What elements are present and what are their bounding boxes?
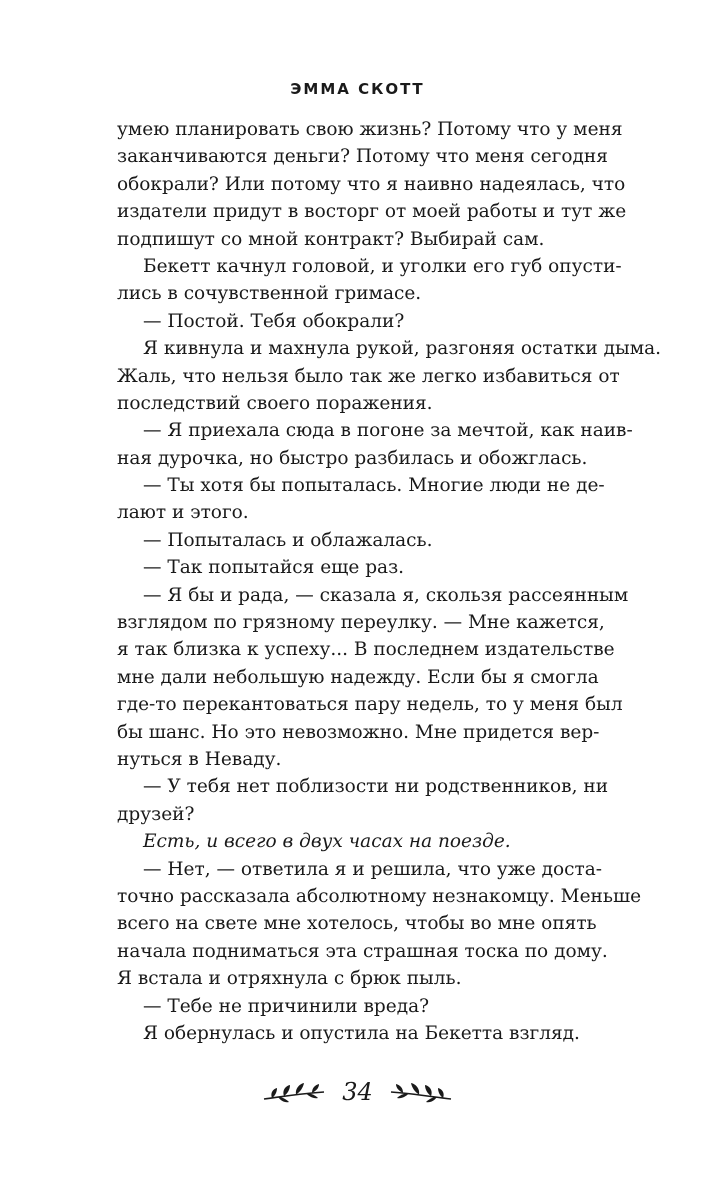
text-line: — Постой. Тебя обокрали? bbox=[143, 310, 405, 332]
text-line: издатели придут в восторг от моей работы и тут же bbox=[117, 201, 627, 223]
text-line: где-то перекантоваться пару недель, то у меня был bbox=[117, 694, 623, 716]
text-line: Бекетт качнул головой, и уголки его губ опусти- bbox=[143, 255, 622, 277]
text-line: — Ты хотя бы попыталась. Многие люди не де- bbox=[143, 475, 605, 497]
text-line: Я обернулась и опустила на Бекетта взгляд. bbox=[143, 1022, 580, 1044]
text-line: подпишут со мной контракт? Выбирай сам. bbox=[117, 228, 545, 250]
text-line: заканчиваются деньги? Потому что меня сегодня bbox=[117, 146, 608, 168]
text-line: взглядом по грязному переулку. — Мне кажется, bbox=[117, 612, 605, 634]
text-line: — Попыталась и облажалась. bbox=[143, 529, 433, 551]
leaf-sprig-left-icon bbox=[262, 1079, 328, 1105]
text-line: мне дали небольшую надежду. Если бы я смогла bbox=[117, 666, 599, 688]
text-line: — Я приехала сюда в погоне за мечтой, как наив- bbox=[143, 420, 633, 442]
text-line: ная дурочка, но быстро разбилась и обожглась. bbox=[117, 447, 588, 469]
text-line: лают и этого. bbox=[117, 502, 249, 524]
text-line: — Я бы и рада, — сказала я, скользя рассеянным bbox=[143, 584, 629, 606]
text-line: — У тебя нет поблизости ни родственников, ни bbox=[143, 776, 609, 798]
text-line-italic: Есть, и всего в двух часах на поезде. bbox=[143, 831, 511, 853]
page-footer bbox=[0, 1072, 715, 1112]
text-line: Жаль, что нельзя было так же легко избавиться от bbox=[117, 365, 620, 387]
text-line: всего на свете мне хотелось, чтобы во мне опять bbox=[117, 913, 597, 935]
body-text bbox=[117, 116, 661, 1047]
text-line: — Тебе не причинили вреда? bbox=[143, 995, 430, 1017]
text-line: обокрали? Или потому что я наивно надеялась, что bbox=[117, 173, 626, 195]
text-line: я так близка к успеху... В последнем издательстве bbox=[117, 639, 615, 661]
page-number: 34 bbox=[342, 1078, 373, 1106]
text-line: Я встала и отряхнула с брюк пыль. bbox=[117, 968, 462, 990]
text-line: умею планировать свою жизнь? Потому что у меня bbox=[117, 119, 623, 140]
leaf-sprig-right-icon bbox=[387, 1079, 453, 1105]
text-line: начала подниматься эта страшная тоска по дому. bbox=[117, 940, 608, 962]
text-line: лись в сочувственной гримасе. bbox=[117, 283, 422, 305]
text-line: — Так попытайся еще раз. bbox=[143, 557, 405, 579]
text-line: бы шанс. Но это невозможно. Мне придется вер- bbox=[117, 721, 600, 743]
text-line: Я кивнула и махнула рукой, разгоняя остатки дыма. bbox=[143, 338, 661, 360]
running-title: ЭММА СКОТТ bbox=[290, 80, 425, 98]
text-line: последствий своего поражения. bbox=[117, 392, 433, 414]
text-line: нуться в Неваду. bbox=[117, 748, 282, 770]
text-line: точно рассказала абсолютному незнакомцу. Меньше bbox=[117, 885, 642, 907]
text-line: друзей? bbox=[117, 803, 195, 825]
text-line: — Нет, — ответила я и решила, что уже доста- bbox=[143, 858, 603, 880]
